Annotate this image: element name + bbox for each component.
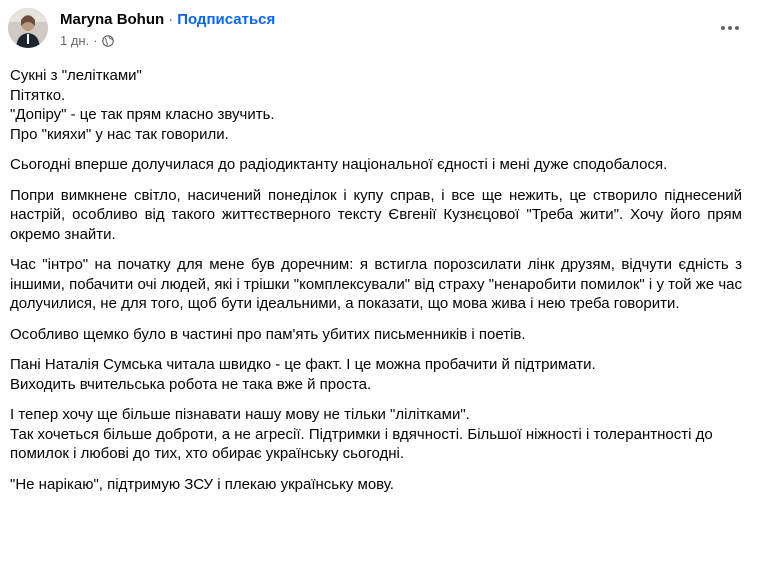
text-line: Сукні з "лелітками" (10, 67, 142, 84)
post-timestamp[interactable]: 1 дн. (60, 33, 90, 48)
text-line: Попри вимкнене світло, насичений понеділок і купу справ, і все ще нежить, це створило піднесений настрій, особливо від такого життєстверного тексту Євгенії Кузнєцової "Треба жити". Хочу його прям окремо знайти. (10, 186, 742, 243)
text-line: Час "інтро" на початку для мене був доречним: я встигла порозсилати лінк друзям, відчути єдність з іншими, побачити очі людей, які і трішки "комплексували" від страху "ненаробити помилок" і у той же час долучилися, не для того, щоб бути ідеальними, а показати, що мова жива і нею треба говорити. (10, 256, 742, 312)
name-line (60, 10, 275, 30)
text-line: Так хочеться більше доброти, а не агресії. Підтримки і вдячності. Більшої ніжності і толерантності до помилок і любові до тих, хто обирає українську сьогодні. (10, 425, 713, 462)
author-name[interactable]: Maryna Bohun (60, 11, 165, 28)
text-line: Особливо щемко було в частині про пам'ять убитих письменників і поетів. (10, 325, 526, 343)
text-line: Сьогодні вперше долучилася до радіодиктанту національної єдності і мені дуже сподобалося. (10, 156, 668, 173)
text-line: "Не нарікаю", підтримую ЗСУ і плекаю українську мову. (10, 475, 394, 493)
post-header (0, 0, 760, 56)
paragraph-5 (10, 325, 742, 345)
paragraph-8 (10, 475, 742, 495)
paragraph-6 (10, 355, 742, 394)
text-line: Пані Наталія Сумська читала швидко - це факт. І це можна пробачити й підтримати. (10, 356, 596, 373)
meta-separator: · (93, 33, 98, 48)
text-line: Про "кияхи" у нас так говорили. (10, 125, 229, 143)
avatar-photo (8, 8, 48, 48)
post-meta (60, 33, 114, 49)
more-options-icon[interactable] (712, 14, 748, 42)
text-line: І тепер хочу ще більше пізнавати нашу мову не тільки "лілітками". (10, 406, 470, 423)
paragraph-2 (10, 155, 742, 175)
text-line: "Допіру" - це так прям класно звучить. (10, 106, 275, 123)
paragraph-3 (10, 186, 742, 245)
paragraph-7 (10, 405, 742, 464)
name-separator: · (168, 11, 174, 28)
avatar[interactable] (8, 8, 48, 48)
paragraph-1 (10, 66, 742, 144)
more-dot (721, 26, 725, 30)
text-line: Виходить вчительська робота не така вже й проста. (10, 375, 372, 393)
more-dot (728, 26, 732, 30)
more-dot (735, 26, 739, 30)
text-line: Пітятко. (10, 86, 66, 104)
paragraph-4 (10, 255, 742, 314)
post-text (10, 66, 742, 505)
follow-button[interactable]: Подписаться (177, 11, 276, 28)
globe-icon[interactable] (102, 35, 114, 47)
